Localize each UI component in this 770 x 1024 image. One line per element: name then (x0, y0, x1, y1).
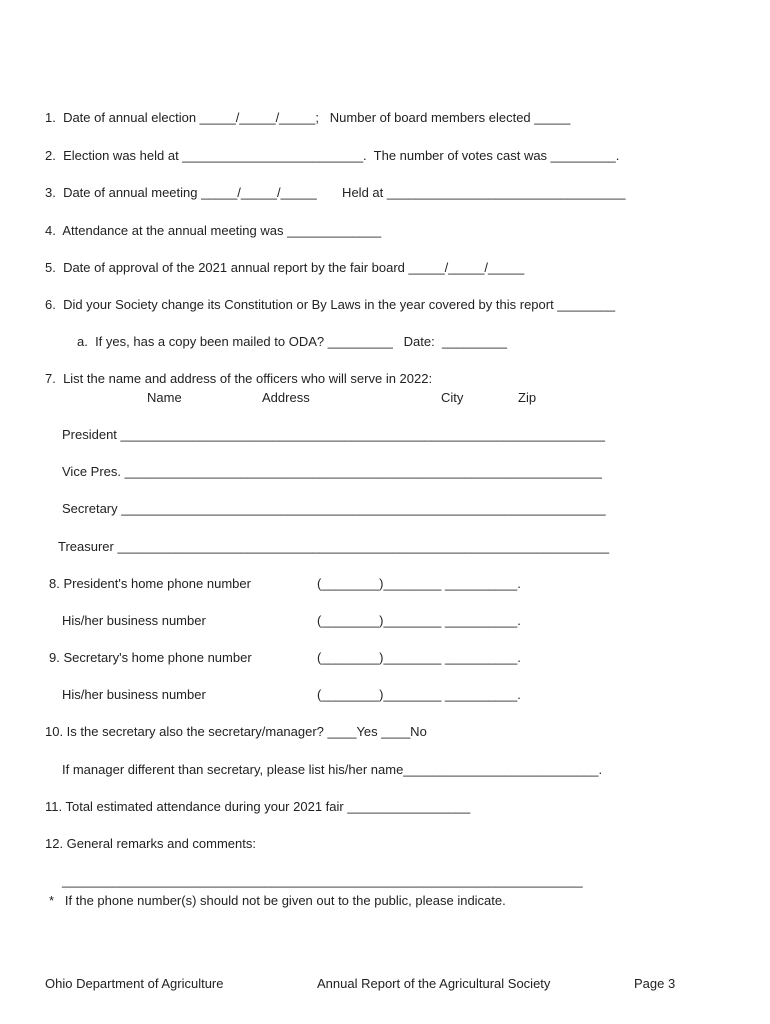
question-2-election-place: 2. Election was held at _________________________. The number of votes cast was _________. (45, 148, 620, 163)
question-3-meeting-date: 3. Date of annual meeting _____/_____/_____ Held at _________________________________ (45, 185, 626, 200)
column-header-city: City (441, 390, 464, 405)
footer-page-number: Page 3 (634, 976, 676, 991)
officer-president-line: President ___________________________________________________________________ (62, 427, 605, 442)
footer-department: Ohio Department of Agriculture (45, 976, 224, 991)
remarks-line: ________________________________________________________________________ (62, 873, 583, 888)
question-8-president-home-phone: 8. President's home phone number (49, 576, 251, 591)
secretary-business-phone: His/her business number (62, 687, 206, 702)
officer-vice-president-line: Vice Pres. __________________________________________________________________ (62, 464, 602, 479)
question-5-approval-date: 5. Date of approval of the 2021 annual report by the fair board _____/_____/_____ (45, 260, 525, 275)
question-6-constitution-change: 6. Did your Society change its Constitution or By Laws in the year covered by this report ________ (45, 297, 616, 312)
phone-blank: (________)________ __________. (317, 650, 521, 665)
manager-name-line: If manager different than secretary, please list his/her name___________________________. (62, 762, 603, 777)
question-7-officers: 7. List the name and address of the officers who will serve in 2022: (45, 371, 433, 386)
question-10-secretary-manager: 10. Is the secretary also the secretary/manager? ____Yes ____No (45, 724, 427, 739)
question-4-attendance: 4. Attendance at the annual meeting was _____________ (45, 223, 382, 238)
footer-report-title: Annual Report of the Agricultural Society (317, 976, 551, 991)
phone-blank: (________)________ __________. (317, 576, 521, 591)
phone-privacy-footnote: * If the phone number(s) should not be given out to the public, please indicate. (49, 893, 506, 908)
column-header-address: Address (262, 390, 310, 405)
phone-blank: (________)________ __________. (317, 687, 521, 702)
question-9-secretary-home-phone: 9. Secretary's home phone number (49, 650, 252, 665)
officer-secretary-line: Secretary ___________________________________________________________________ (62, 501, 606, 516)
question-12-remarks: 12. General remarks and comments: (45, 836, 256, 851)
president-business-phone: His/her business number (62, 613, 206, 628)
column-header-name: Name (147, 390, 182, 405)
question-11-total-attendance: 11. Total estimated attendance during your 2021 fair _________________ (45, 799, 471, 814)
phone-blank: (________)________ __________. (317, 613, 521, 628)
question-6a-copy-mailed: a. If yes, has a copy been mailed to ODA? _________ Date: _________ (77, 334, 508, 349)
column-header-zip: Zip (518, 390, 537, 405)
officer-treasurer-line: Treasurer ____________________________________________________________________ (58, 539, 610, 554)
question-1-election-date: 1. Date of annual election _____/_____/_____; Number of board members elected _____ (45, 110, 571, 125)
